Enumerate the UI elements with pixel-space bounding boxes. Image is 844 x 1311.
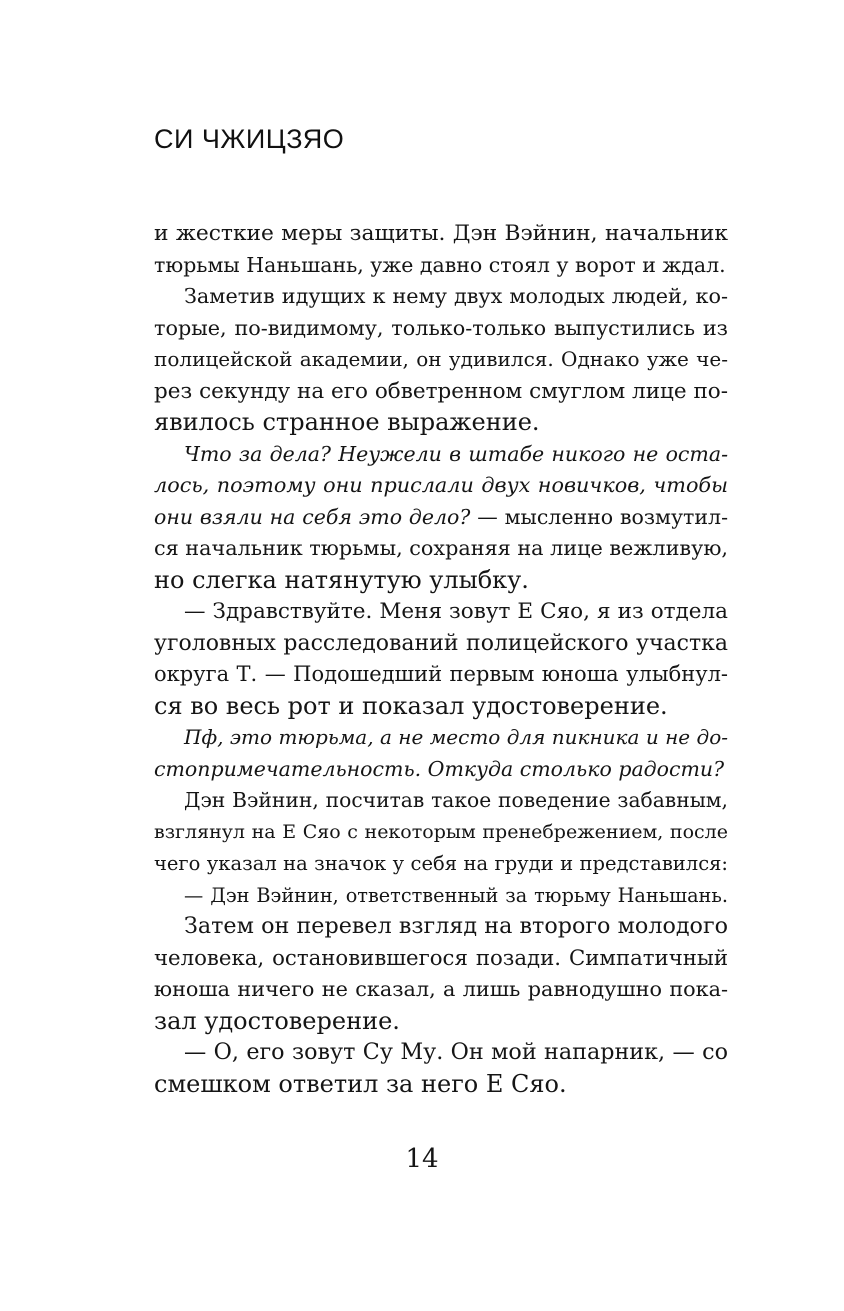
running-head: СИ ЧЖИЦЗЯО — [154, 124, 345, 154]
text-line: ся начальник тюрьмы, сохраняя на лице вежливую, — [154, 536, 728, 560]
text-line: полицейской академии, он удивился. Однако уже че- — [154, 347, 728, 371]
text-line: человека, остановившегося позади. Симпатичный — [154, 945, 728, 971]
text-run: — мысленно возмутил- — [470, 504, 728, 529]
text-line: Что за дела? Неужели в штабе никого не оста- — [184, 441, 728, 466]
text-line: чего указал на значок у себя на груди и представился: — [154, 852, 728, 875]
text-line: явилось странное выражение. — [154, 408, 540, 436]
text-line: округа Т. — Подошедший первым юноша улыбнул- — [154, 662, 728, 686]
text-line: — Здравствуйте. Меня зовут Е Сяо, я из отдела — [184, 599, 728, 624]
text-line: но слегка натянутую улыбку. — [154, 565, 529, 594]
text-line: рез секунду на его обветренном смуглом лице по- — [154, 378, 728, 404]
italic-thought: они взяли на себя это дело? — [154, 504, 471, 529]
body-text — [154, 218, 728, 1100]
text-line: уголовных расследований полицейского участка — [154, 630, 728, 656]
text-line: зал удостоверение. — [154, 1006, 400, 1035]
text-line: взглянул на Е Сяо с некоторым пренебрежением, после — [154, 820, 728, 843]
text-line: и жесткие меры защиты. Дэн Вэйнин, начальник — [154, 221, 728, 246]
text-line: ся во весь рот и показал удостоверение. — [154, 691, 668, 720]
text-line: торые, по-видимому, только-только выпустились из — [154, 315, 728, 340]
text-line: Пф, это тюрьма, а не место для пикника и не до- — [184, 725, 728, 749]
text-line: тюрьмы Наньшань, уже давно стоял у ворот и ждал. — [154, 252, 726, 277]
page-number: 14 — [405, 1144, 439, 1174]
text-line: — О, его зовут Су Му. Он мой напарник, — со — [184, 1039, 728, 1065]
text-line: Дэн Вэйнин, посчитав такое поведение забавным, — [184, 788, 728, 812]
text-line: юноша ничего не сказал, а лишь равнодушно пока- — [154, 977, 728, 1001]
text-line-mixed — [154, 502, 728, 534]
text-line: смешком ответил за него Е Сяо. — [154, 1069, 567, 1098]
text-line: — Дэн Вэйнин, ответственный за тюрьму Наньшань. — [184, 883, 728, 907]
text-line: лось, поэтому они прислали двух новичков, чтобы — [154, 473, 728, 497]
text-line: стопримечательность. Откуда столько радости? — [154, 756, 725, 781]
text-line: Заметив идущих к нему двух молодых людей, ко- — [184, 284, 728, 308]
text-line: Затем он перевел взгляд на второго молодого — [184, 913, 728, 939]
